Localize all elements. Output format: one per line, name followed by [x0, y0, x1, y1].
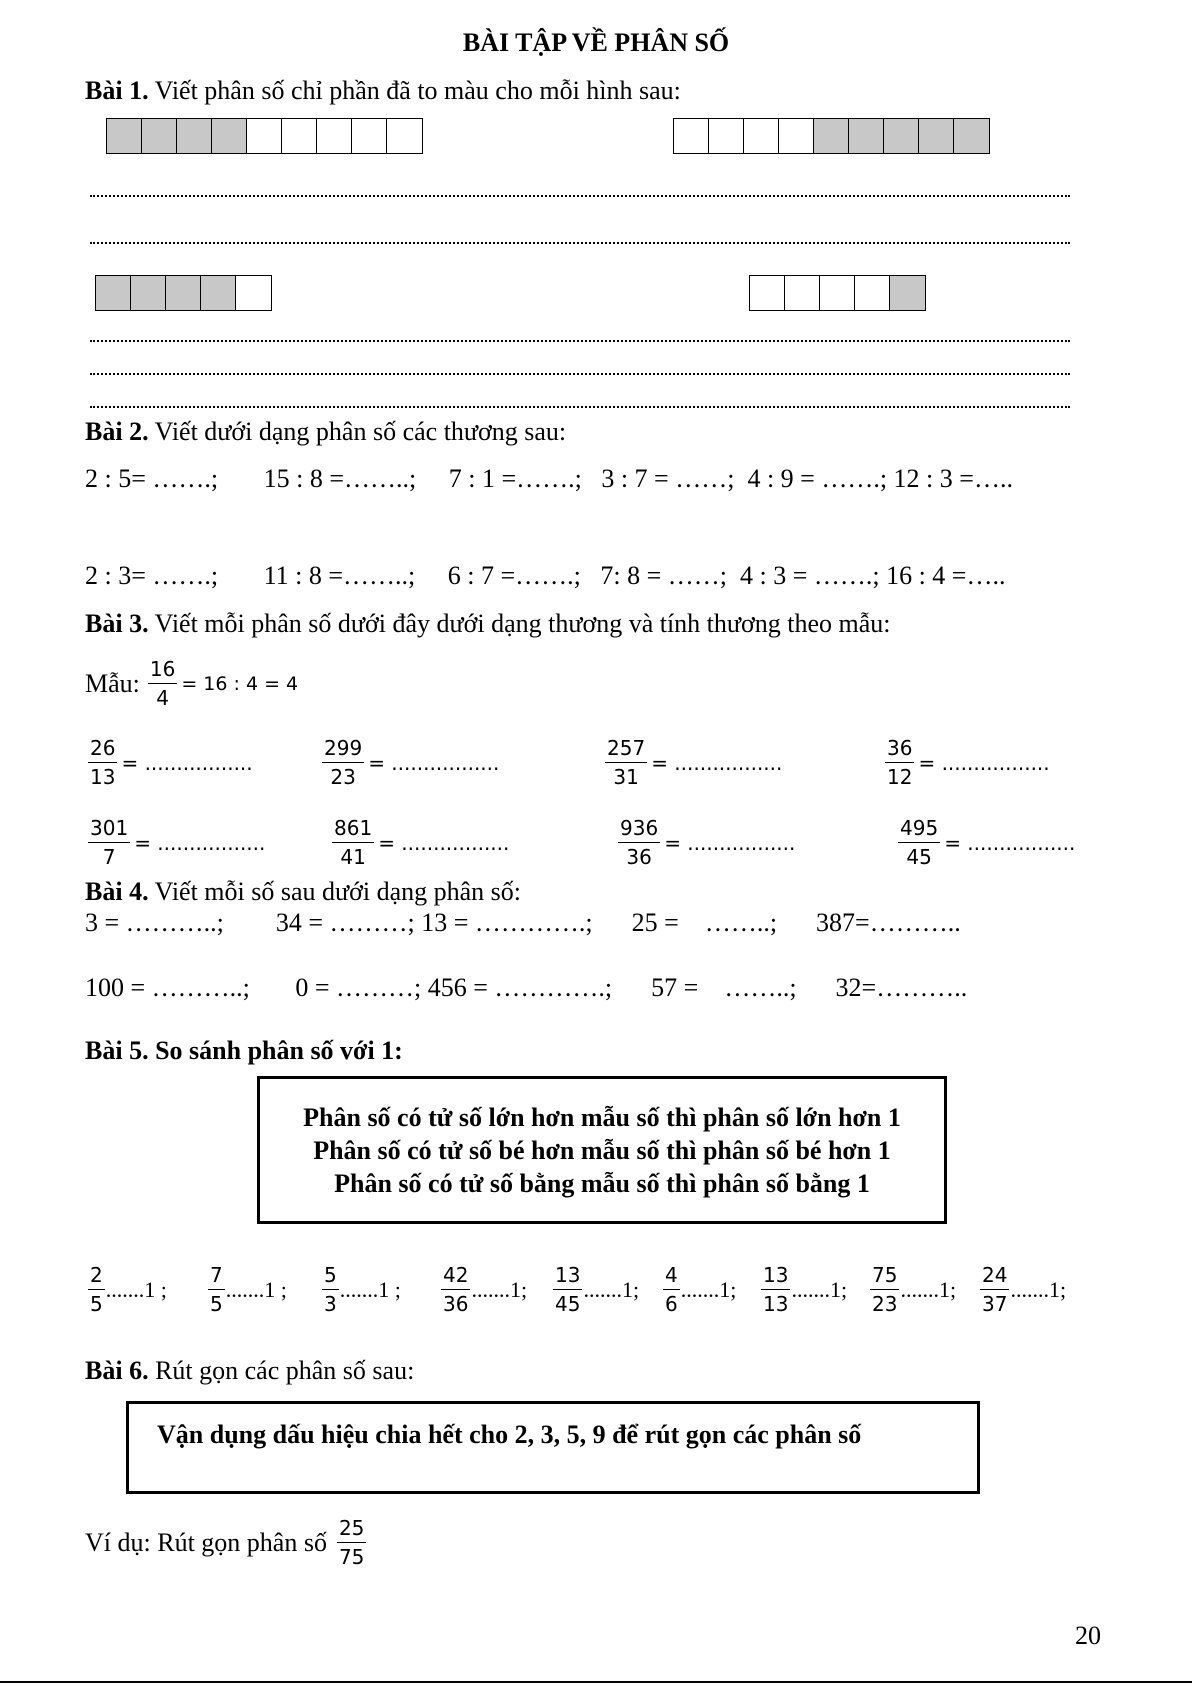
fraction-exercise [618, 815, 795, 870]
fraction-exercise [605, 735, 782, 790]
shaded-strip-2 [673, 118, 990, 154]
empty-cell [750, 276, 785, 310]
comparison-blank: .......1 ; [339, 1276, 401, 1302]
numerator: 257 [605, 735, 647, 763]
answer-blank: = ................. [134, 830, 266, 855]
comparison-blank: .......1; [791, 1276, 848, 1302]
page-title: BÀI TẬP VỀ PHÂN SỐ [462, 28, 730, 57]
answer-blank: = ................. [944, 830, 1076, 855]
numerator: 299 [322, 735, 364, 763]
numerator: 301 [88, 815, 130, 843]
numerator: 495 [898, 815, 940, 843]
denominator: 36 [443, 1292, 469, 1316]
bai2-label: Bài 2. [85, 417, 149, 446]
shaded-cell [142, 119, 177, 153]
numerator: 26 [88, 735, 117, 763]
denominator: 13 [90, 765, 116, 789]
shaded-cell [890, 276, 925, 310]
bai5-heading: Bài 5. So sánh phân số với 1: [85, 1036, 403, 1065]
denominator: 5 [210, 1292, 223, 1316]
shaded-cell [201, 276, 236, 310]
answer-blank: = ................. [121, 750, 253, 775]
rule-line: Phân số có tử số bé hơn mẫu số thì phân số bé hơn 1 [313, 1136, 891, 1165]
bai3-example [85, 656, 298, 711]
denominator: 6 [665, 1292, 678, 1316]
example-label: Ví dụ: Rút gọn phân số [85, 1527, 327, 1557]
denominator: 45 [555, 1292, 581, 1316]
fraction-exercise [88, 815, 265, 870]
denominator: 13 [763, 1292, 789, 1316]
denominator: 45 [906, 845, 932, 869]
page-number: 20 [1075, 1621, 1101, 1650]
denominator: 4 [156, 686, 169, 710]
fraction [208, 1262, 225, 1317]
denominator: 12 [887, 765, 913, 789]
shaded-cell [131, 276, 166, 310]
rule-line: Phân số có tử số bằng mẫu số thì phân số bằng 1 [334, 1169, 870, 1198]
empty-cell [352, 119, 387, 153]
answer-line [90, 373, 1070, 375]
denominator: 75 [338, 1545, 365, 1569]
fraction-exercise [332, 815, 509, 870]
fraction-exercise [898, 815, 1075, 870]
example-fraction [148, 656, 177, 711]
page-bottom-border [0, 1681, 1192, 1683]
shaded-cell [212, 119, 247, 153]
comparison-item [553, 1262, 639, 1317]
fraction [88, 1262, 105, 1317]
numerator: 24 [980, 1262, 1009, 1290]
bai6-text: Rút gọn các phân số sau: [148, 1356, 415, 1385]
numerator: 4 [663, 1262, 680, 1290]
bai5-rule-box [257, 1076, 947, 1224]
empty-cell [744, 119, 779, 153]
comparison-blank: .......1; [680, 1276, 737, 1302]
bai4-label: Bài 4. [85, 877, 149, 906]
fraction-exercise [88, 735, 253, 790]
bai1-label: Bài 1. [85, 76, 149, 105]
bai3-label: Bài 3. [85, 609, 149, 638]
denominator: 7 [102, 845, 116, 869]
empty-cell [282, 119, 317, 153]
example-result: = 16 : 4 = 4 [181, 672, 299, 695]
numerator: 42 [441, 1262, 470, 1290]
bai6-example [85, 1515, 370, 1570]
comparison-item [322, 1262, 401, 1317]
empty-cell [779, 119, 814, 153]
answer-line [90, 195, 1070, 197]
answer-blank: = ................. [368, 750, 500, 775]
empty-cell [855, 276, 890, 310]
empty-cell [709, 119, 744, 153]
numerator: 13 [553, 1262, 582, 1290]
numerator: 25 [337, 1515, 366, 1543]
answer-blank: = ................. [918, 750, 1050, 775]
example-fraction [337, 1515, 366, 1570]
shaded-cell [177, 119, 212, 153]
numerator: 861 [332, 815, 374, 843]
comparison-blank: .......1; [900, 1276, 957, 1302]
shaded-cell [884, 119, 919, 153]
bai2-row-2: 2 : 3= …….; 11 : 8 =……..; 6 : 7 =…….; 7: 8 = ……; 4 : 3 = …….; 16 : 4 =….. [85, 561, 1006, 590]
numerator: 75 [870, 1262, 899, 1290]
fraction [88, 815, 130, 870]
rule-line: Phân số có tử số lớn hơn mẫu số thì phân số lớn hơn 1 [303, 1103, 901, 1132]
numerator: 16 [148, 656, 177, 684]
fraction [870, 1262, 899, 1317]
empty-cell [317, 119, 352, 153]
fraction [605, 735, 647, 790]
comparison-item [980, 1262, 1066, 1317]
fraction [322, 1262, 339, 1317]
bai1-text: Viết phân số chỉ phần đã to màu cho mỗi hình sau: [148, 76, 681, 105]
fraction [553, 1262, 582, 1317]
bai3-text: Viết mỗi phân số dưới đây dưới dạng thương và tính thương theo mẫu: [148, 609, 891, 638]
fraction [88, 735, 117, 790]
answer-line [90, 242, 1070, 244]
denominator: 3 [324, 1292, 337, 1316]
numerator: 13 [761, 1262, 790, 1290]
answer-line [90, 406, 1070, 408]
shaded-cell [96, 276, 131, 310]
example-label: Mẫu: [85, 668, 140, 698]
numerator: 36 [885, 735, 914, 763]
shaded-strip-1 [106, 118, 423, 154]
denominator: 36 [626, 845, 652, 869]
comparison-blank: .......1 ; [105, 1276, 167, 1302]
comparison-item [761, 1262, 847, 1317]
bai1-heading [85, 76, 681, 106]
comparison-blank: .......1 ; [225, 1276, 287, 1302]
fraction [761, 1262, 790, 1317]
shaded-cell [954, 119, 989, 153]
empty-cell [247, 119, 282, 153]
comparison-blank: .......1; [1010, 1276, 1067, 1302]
empty-cell [820, 276, 855, 310]
comparison-item [208, 1262, 287, 1317]
bai4-heading [85, 877, 521, 907]
numerator: 936 [618, 815, 660, 843]
numerator: 5 [322, 1262, 339, 1290]
empty-cell [236, 276, 271, 310]
shaded-cell [814, 119, 849, 153]
fraction [441, 1262, 470, 1317]
bai2-row-1: 2 : 5= …….; 15 : 8 =……..; 7 : 1 =…….; 3 : 7 = ……; 4 : 9 = …….; 12 : 3 =….. [85, 464, 1013, 493]
bai4-row-1: 3 = ………..; 34 = ………; 13 = ………….; 25 = ……..; 387=……….. [85, 908, 961, 937]
bai2-heading [85, 417, 566, 447]
bai6-rule-box [126, 1401, 980, 1494]
fraction [618, 815, 660, 870]
bai4-text: Viết mỗi số sau dưới dạng phân số: [148, 877, 522, 906]
denominator: 41 [340, 845, 366, 869]
shaded-cell [166, 276, 201, 310]
fraction [885, 735, 914, 790]
answer-blank: = ................. [651, 750, 783, 775]
shaded-strip-4 [749, 275, 926, 311]
denominator: 5 [90, 1292, 103, 1316]
comparison-blank: .......1; [583, 1276, 640, 1302]
bai4-row-2: 100 = ………..; 0 = ………; 456 = ………….; 57 = ……..; 32=……….. [85, 973, 968, 1002]
denominator: 31 [613, 765, 639, 789]
bai6-label: Bài 6. [85, 1356, 149, 1385]
empty-cell [387, 119, 422, 153]
empty-cell [674, 119, 709, 153]
comparison-blank: .......1; [471, 1276, 528, 1302]
answer-blank: = ................. [378, 830, 510, 855]
numerator: 2 [88, 1262, 105, 1290]
fraction [980, 1262, 1009, 1317]
bai2-text: Viết dưới dạng phân số các thương sau: [148, 417, 567, 446]
fraction-exercise [885, 735, 1050, 790]
fraction [332, 815, 374, 870]
bai6-heading [85, 1356, 414, 1386]
fraction [322, 735, 364, 790]
comparison-item [663, 1262, 736, 1317]
shaded-cell [849, 119, 884, 153]
fraction-exercise [322, 735, 499, 790]
numerator: 7 [208, 1262, 225, 1290]
fraction [898, 815, 940, 870]
shaded-strip-3 [95, 275, 272, 311]
bai3-heading [85, 609, 891, 639]
shaded-cell [107, 119, 142, 153]
empty-cell [785, 276, 820, 310]
denominator: 37 [982, 1292, 1008, 1316]
shaded-cell [919, 119, 954, 153]
comparison-item [88, 1262, 167, 1317]
fraction [663, 1262, 680, 1317]
denominator: 23 [872, 1292, 898, 1316]
answer-blank: = ................. [664, 830, 796, 855]
comparison-item [870, 1262, 956, 1317]
rule-line: Vận dụng dấu hiệu chia hết cho 2, 3, 5, 9 để rút gọn các phân số [157, 1420, 862, 1449]
answer-line [90, 340, 1070, 342]
comparison-item [441, 1262, 527, 1317]
denominator: 23 [330, 765, 356, 789]
